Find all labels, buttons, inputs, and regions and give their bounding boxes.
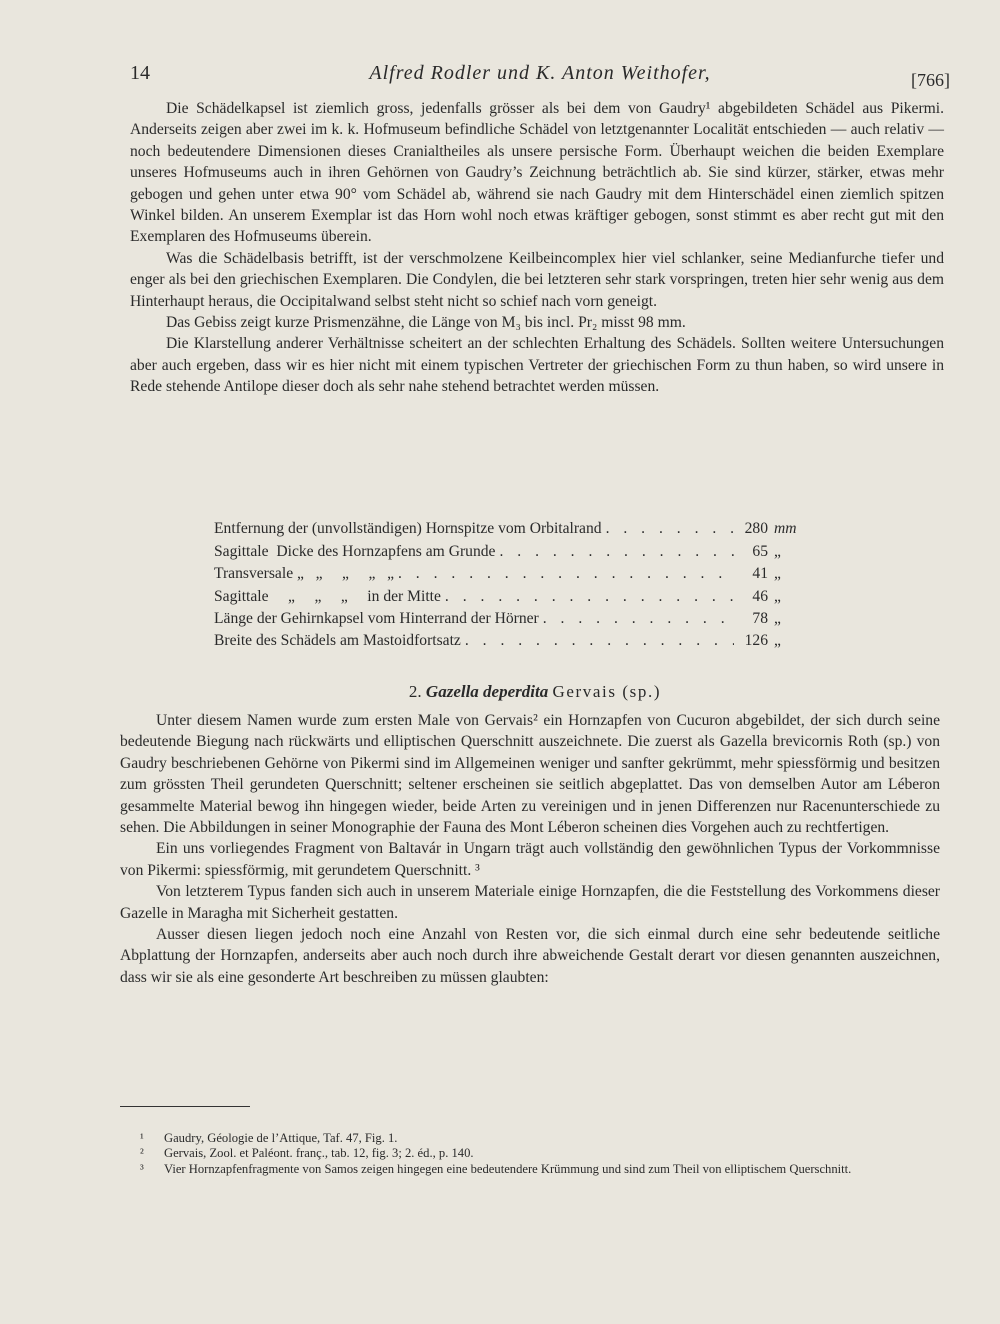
paragraph: Das Gebiss zeigt kurze Prismenzähne, die Länge von M₃ bis incl. Pr₂ misst 98 mm. <box>166 314 686 332</box>
measurement-unit: „ <box>774 609 781 627</box>
measurement-row <box>214 583 814 605</box>
measurement-row <box>214 606 814 628</box>
footnote <box>140 1131 940 1146</box>
body-text-bottom <box>120 710 940 988</box>
measurements-table <box>214 516 814 650</box>
measurement-unit: „ <box>774 542 781 560</box>
measurement-label: Transversale „ „ „ „ „ <box>214 565 394 583</box>
measurement-value: 65 <box>752 542 768 560</box>
section-heading <box>0 682 1000 702</box>
measurement-value: 46 <box>752 587 768 605</box>
measurement-row <box>214 538 814 560</box>
measurement-unit: „ <box>774 565 781 583</box>
paragraph: Ein uns vorliegendes Fragment von Baltavár in Ungarn trägt auch vollständig den gewöhnlichen Typus der Vorkommnisse von Pikermi: spiessförmig, mit gerundetem Querschnitt. ³ <box>120 840 940 879</box>
measurement-label: Sagittale „ „ „ in der Mitte <box>214 587 441 605</box>
original-page-number: [766] <box>911 70 950 90</box>
footnote-text: Gaudry, Géologie de l’Attique, Taf. 47, Fig. 1. <box>164 1131 398 1145</box>
measurement-row <box>214 561 814 583</box>
footnotes <box>140 1131 940 1177</box>
body-text-top <box>130 98 944 398</box>
footnote-mark: ³ <box>140 1161 144 1176</box>
measurement-label: Sagittale Dicke des Hornzapfens am Grunde <box>214 542 496 560</box>
measurement-value: 280 <box>744 520 768 538</box>
measurement-value: 78 <box>752 609 768 627</box>
measurement-row <box>214 516 814 538</box>
measurement-value: 41 <box>752 565 768 583</box>
leader-dots <box>543 610 734 628</box>
running-title: Alfred Rodler und K. Anton Weithofer, <box>369 62 711 84</box>
measurement-unit: mm <box>774 520 797 538</box>
paragraph: Unter diesem Namen wurde zum ersten Male von Gervais² ein Hornzapfen von Cucuron abgebildet, der sich durch seine bedeutende Biegung nach rückwärts und elliptischen Querschnitt auszeichnete. Die zuerst als Gazella brevicornis Roth (sp.) von Gaudry beschriebenen Gehörne von Pikermi sind im Allgemeinen weniger und sanfter gekrümmt, mehr spiessförmig und besitzen zum grössten Theil gerundeten Querschnitt; seltener erscheinen sie seitlich abgeplattet. Das von demselben Autor am Léberon gesammelte Material bewog ihn hingegen wieder, beide Arten zu vereinigen und in jenen Differenzen nur Racenunterschiede zu sehen. Die Abbildungen in seiner Monographie der Fauna des Mont Léberon scheinen dies Vorgehen auch zu rechtfertigen. <box>120 712 940 837</box>
footnote-mark: ¹ <box>140 1131 144 1145</box>
measurement-label: Entfernung der (unvollständigen) Hornspitze vom Orbitalrand <box>214 520 602 538</box>
paragraph: Von letzterem Typus fanden sich auch in unserem Materiale einige Hornzapfen, die die Feststellung des Vorkommens dieser Gazelle in Maragha mit Sicherheit gestatten. <box>120 883 940 922</box>
footnote-rule <box>120 1106 250 1107</box>
footnote-mark: ² <box>140 1146 144 1161</box>
paragraph: Die Schädelkapsel ist ziemlich gross, jedenfalls grösser als bei dem von Gaudry¹ abgebildeten Schädel aus Pikermi. Anderseits zeigen aber zwei im k. k. Hofmuseum befindliche Schädel von letztgenannter Localität entschieden — auch relativ — noch bedeutendere Dimensionen dieses Cranialtheiles als unsere persische Form. Überhaupt weichen die beiden Exemplare unseres Hofmuseums auch in ihren Gehörnen von Gaudry’s Zeichnung beträchtlich ab. Sie sind kürzer, stärker, etwas mehr gebogen und gehen unter etwa 90° vom Schädel ab, während sie nach Gaudry mit dem Hinterschädel einen ziemlich spitzen Winkel bilden. An unserem Exemplar ist das Horn wohl noch etwas kräftiger gebogen, sonst stimmt es aber recht gut mit den Exemplaren des Hofmuseums überein. <box>130 100 944 246</box>
paragraph: Die Klarstellung anderer Verhältnisse scheitert an der schlechten Erhaltung des Schädels. Sollten weitere Untersuchungen aber auch ergeben, dass wir es hier nicht mit einem typischen Vertreter der griechischen Form zu thun haben, so wird unsere in Rede stehende Antilope dieser doch als sehr nahe stehend betrachtet werden müssen. <box>130 335 944 396</box>
measurement-label: Länge der Gehirnkapsel vom Hinterrand der Hörner <box>214 609 539 627</box>
leader-dots <box>445 588 734 606</box>
section-species-name: Gazella deperdita <box>425 682 549 701</box>
leader-dots <box>398 565 734 583</box>
measurement-unit: „ <box>774 632 781 650</box>
footnote <box>140 1162 940 1177</box>
footnote <box>140 1146 940 1161</box>
footnote-text: Gervais, Zool. et Paléont. franç., tab. 12, fig. 3; 2. éd., p. 140. <box>164 1146 474 1161</box>
paragraph: Ausser diesen liegen jedoch noch eine Anzahl von Resten vor, die sich einmal durch eine sehr bedeutende seitliche Abplattung der Hornzapfen, anderseits aber auch noch durch ihre abweichende Gestalt derart vor diesen genannten auszeichnen, dass wir sie als eine gesonderte Art beschreiben zu müssen glaubten: <box>120 926 940 986</box>
measurement-row <box>214 628 814 650</box>
section-number: 2. <box>408 682 422 701</box>
page-number: 14 <box>130 62 150 84</box>
leader-dots <box>606 520 734 538</box>
measurement-value: 126 <box>744 632 768 650</box>
paragraph: Was die Schädelbasis betrifft, ist der verschmolzene Keilbeincomplex hier viel schlanker, seine Medianfurche tiefer und enger als bei den griechischen Exemplaren. Die Condylen, die bei letzteren sehr stark vorspringen, treten hier sehr wenig aus dem Hinterhaupt heraus, die Occipitalwand selbst steht nicht so schief nach vorn geneigt. <box>130 249 944 310</box>
leader-dots <box>499 543 734 561</box>
measurement-unit: „ <box>774 587 781 605</box>
leader-dots <box>465 632 734 650</box>
section-author: Gervais (sp.) <box>552 682 662 701</box>
measurement-label: Breite des Schädels am Mastoidfortsatz <box>214 632 461 650</box>
footnote-text: Vier Hornzapfenfragmente von Samos zeigen hingegen eine bedeutendere Krümmung und sind zum Theil von elliptischem Querschnitt. <box>164 1161 852 1176</box>
page-header <box>130 58 950 92</box>
